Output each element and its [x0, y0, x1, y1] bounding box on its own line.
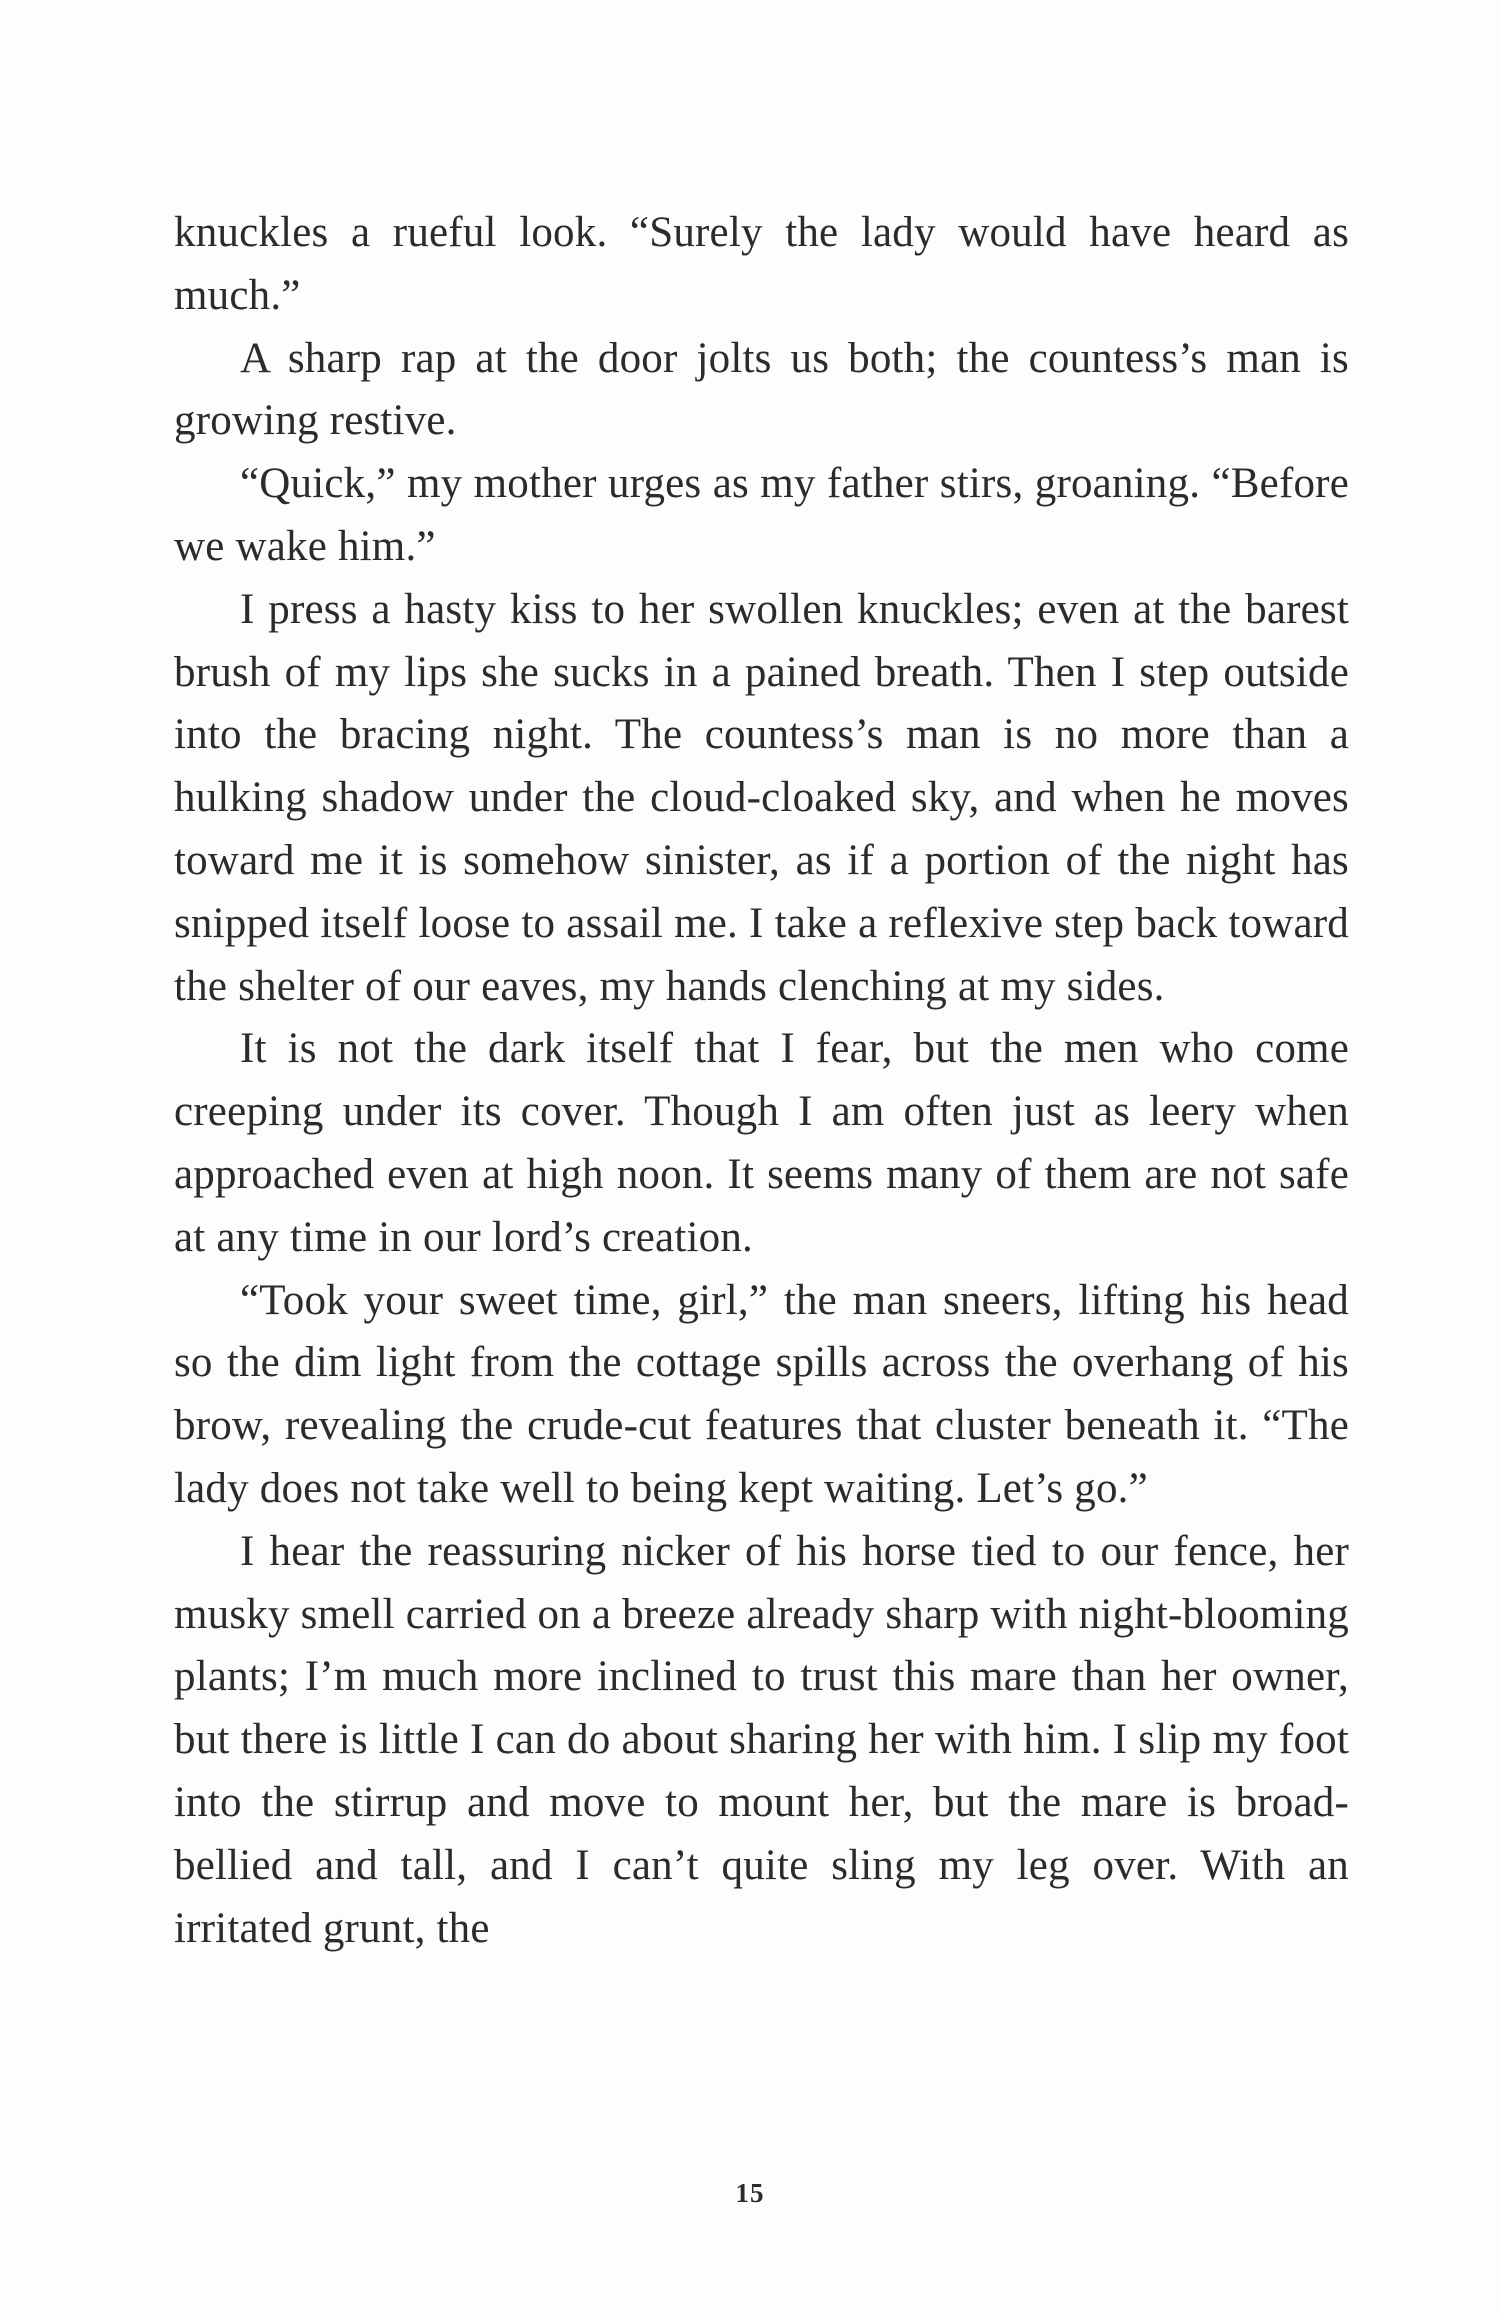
body-text [174, 202, 1349, 1960]
page-number: 15 [735, 2178, 765, 2208]
paragraph: A sharp rap at the door jolts us both; the countess’s man is growing restive. [174, 334, 1349, 445]
paragraph-continued: knuckles a rueful look. “Surely the lady would have heard as much.” [174, 209, 1349, 319]
paragraph: I hear the reassuring nicker of his horse tied to our fence, her musky smell carried on a breeze already sharp with night-blooming plants; I’m much more inclined to trust this mare than her owner, but there is little I can do about sharing her with him. I slip my foot into the stirrup and move to mount her, but the mare is broad-bellied and tall, and I can’t quite sling my leg over. With an irritated grunt, the [174, 1527, 1349, 1952]
paragraph: “Took your sweet time, girl,” the man sneers, lifting his head so the dim light from the cottage spills across the overhang of his brow, revealing the crude-cut features that cluster beneath it. “The lady does not take well to being kept waiting. Let’s go.” [174, 1276, 1349, 1512]
paragraph: “Quick,” my mother urges as my father stirs, groaning. “Before we wake him.” [174, 460, 1349, 570]
paragraph: It is not the dark itself that I fear, but the men who come creeping under its cover. Though I am often just as leery when approached even at high noon. It seems many of them are not safe at any time in our lord’s creation. [174, 1025, 1349, 1261]
paragraph: I press a hasty kiss to her swollen knuckles; even at the barest brush of my lips she sucks in a pained breath. Then I step outside into the bracing night. The countess’s man is no more than a hulking shadow under the cloud-cloaked sky, and when he moves toward me it is somehow sinister, as if a portion of the night has snipped itself loose to assail me. I take a reflexive step back toward the shelter of our eaves, my hands clenching at my sides. [174, 585, 1349, 1010]
